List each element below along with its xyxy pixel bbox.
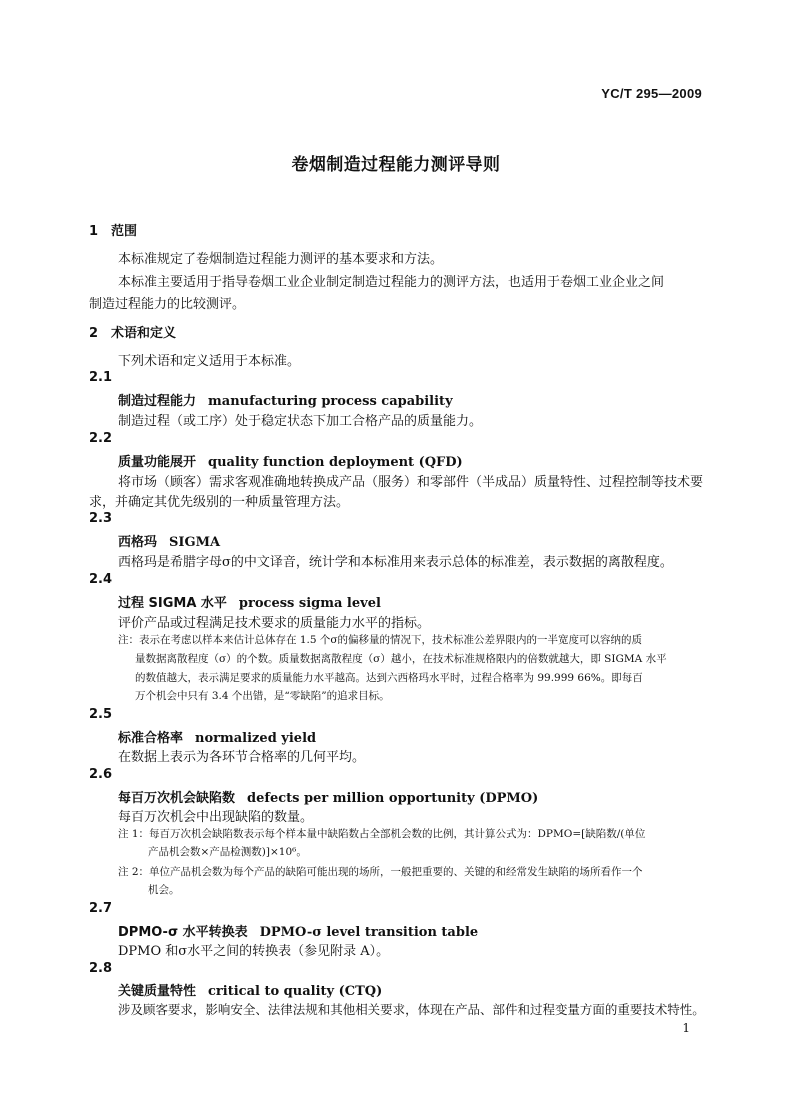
paragraph: 下列术语和定义适用于本标准。: [118, 354, 301, 369]
term-number: 2.8: [89, 961, 113, 976]
term-definition: 将市场（顾客）需求客观准确地转换成产品（服务）和零部件（半成品）质量特性、过程控制等技术要: [118, 475, 704, 490]
term-heading: [118, 390, 453, 409]
term-cn: 关键质量特性: [118, 984, 197, 999]
note: 注：表示在考虑以样本来估计总体存在 1.5 个σ的偏移量的情况下，技术标准公差界限内的一半宽度可以容纳的质: [118, 634, 643, 646]
section-number: 2: [89, 326, 99, 341]
section-title: 范围: [111, 224, 138, 239]
term-number: 2.4: [89, 572, 113, 587]
term-en: DPMO-σ level transition table: [259, 925, 479, 940]
section-number: 1: [89, 224, 99, 239]
term-heading: [118, 592, 381, 611]
term-number: 2.2: [89, 431, 113, 446]
standard-code: YC/T 295—2009: [601, 86, 702, 101]
term-definition-continuation: 求，并确定其优先级别的一种质量管理方法。: [89, 495, 350, 510]
term-definition: 在数据上表示为各环节合格率的几何平均。: [118, 750, 366, 765]
term-definition: DPMO 和σ水平之间的转换表（参见附录 A）。: [118, 944, 390, 959]
term-number: 2.3: [89, 511, 113, 526]
term-en: critical to quality (CTQ): [208, 984, 383, 999]
term-number: 2.6: [89, 767, 113, 782]
term-en: quality function deployment (QFD): [208, 455, 463, 470]
term-cn: DPMO-σ 水平转换表: [118, 925, 248, 940]
term-heading: [118, 727, 316, 746]
term-en: manufacturing process capability: [208, 394, 453, 409]
term-heading: [118, 451, 463, 470]
paragraph: 本标准规定了卷烟制造过程能力测评的基本要求和方法。: [118, 252, 444, 267]
term-cn: 过程 SIGMA 水平: [118, 596, 227, 611]
note: 注 2：单位产品机会数为每个产品的缺陷可能出现的场所，一般把重要的、关键的和经常发生缺陷的场所看作一个: [118, 866, 643, 878]
term-definition: 制造过程（或工序）处于稳定状态下加工合格产品的质量能力。: [118, 414, 483, 429]
note-continuation: 的数值越大，表示满足要求的质量能力水平越高。达到六西格玛水平时，过程合格率为 99.999 66%。即每百: [135, 672, 643, 684]
section-2-heading: [89, 322, 176, 341]
term-cn: 标准合格率: [118, 731, 184, 746]
section-1-heading: [89, 220, 137, 239]
term-en: normalized yield: [195, 731, 317, 746]
term-en: defects per million opportunity (DPMO): [247, 791, 539, 806]
paragraph-continuation: 制造过程能力的比较测评。: [89, 297, 246, 312]
term-heading: [118, 980, 382, 999]
note: 注 1：每百万次机会缺陷数表示每个样本量中缺陷数占全部机会数的比例，其计算公式为：DPMO=[缺陷数/(单位: [118, 828, 646, 840]
note-continuation: 万个机会中只有 3.4 个出错，是“零缺陷”的追求目标。: [135, 690, 390, 702]
note-continuation: 产品机会数×产品检测数)]×10⁶。: [148, 846, 307, 858]
term-cn: 质量功能展开: [118, 455, 197, 470]
term-cn: 西格玛: [118, 535, 158, 550]
note-continuation: 机会。: [148, 884, 180, 896]
term-number: 2.5: [89, 707, 113, 722]
term-definition: 涉及顾客要求，影响安全、法律法规和其他相关要求，体现在产品、部件和过程变量方面的重要技术特性。: [118, 1002, 705, 1017]
term-heading: [118, 531, 220, 550]
term-heading: [118, 921, 478, 940]
term-heading: [118, 787, 538, 806]
term-cn: 制造过程能力: [118, 394, 197, 409]
document-title: 卷烟制造过程能力测评导则: [291, 154, 501, 174]
term-number: 2.7: [89, 901, 113, 916]
note-continuation: 量数据离散程度（σ）的个数。质量数据离散程度（σ）越小，在技术标准规格限内的倍数就越大，即 SIGMA 水平: [135, 653, 667, 665]
term-en: process sigma level: [238, 596, 381, 611]
section-title: 术语和定义: [111, 326, 177, 341]
term-number: 2.1: [89, 370, 113, 385]
paragraph: 本标准主要适用于指导卷烟工业企业制定制造过程能力的测评方法，也适用于卷烟工业企业之间: [118, 275, 665, 290]
page-number: 1: [682, 1021, 690, 1035]
term-cn: 每百万次机会缺陷数: [118, 791, 236, 806]
term-definition: 评价产品或过程满足技术要求的质量能力水平的指标。: [118, 616, 431, 631]
term-en: SIGMA: [169, 535, 221, 550]
term-definition: 每百万次机会中出现缺陷的数量。: [118, 810, 314, 825]
term-definition: 西格玛是希腊字母σ的中文译音，统计学和本标准用来表示总体的标准差，表示数据的离散程度。: [118, 555, 673, 570]
